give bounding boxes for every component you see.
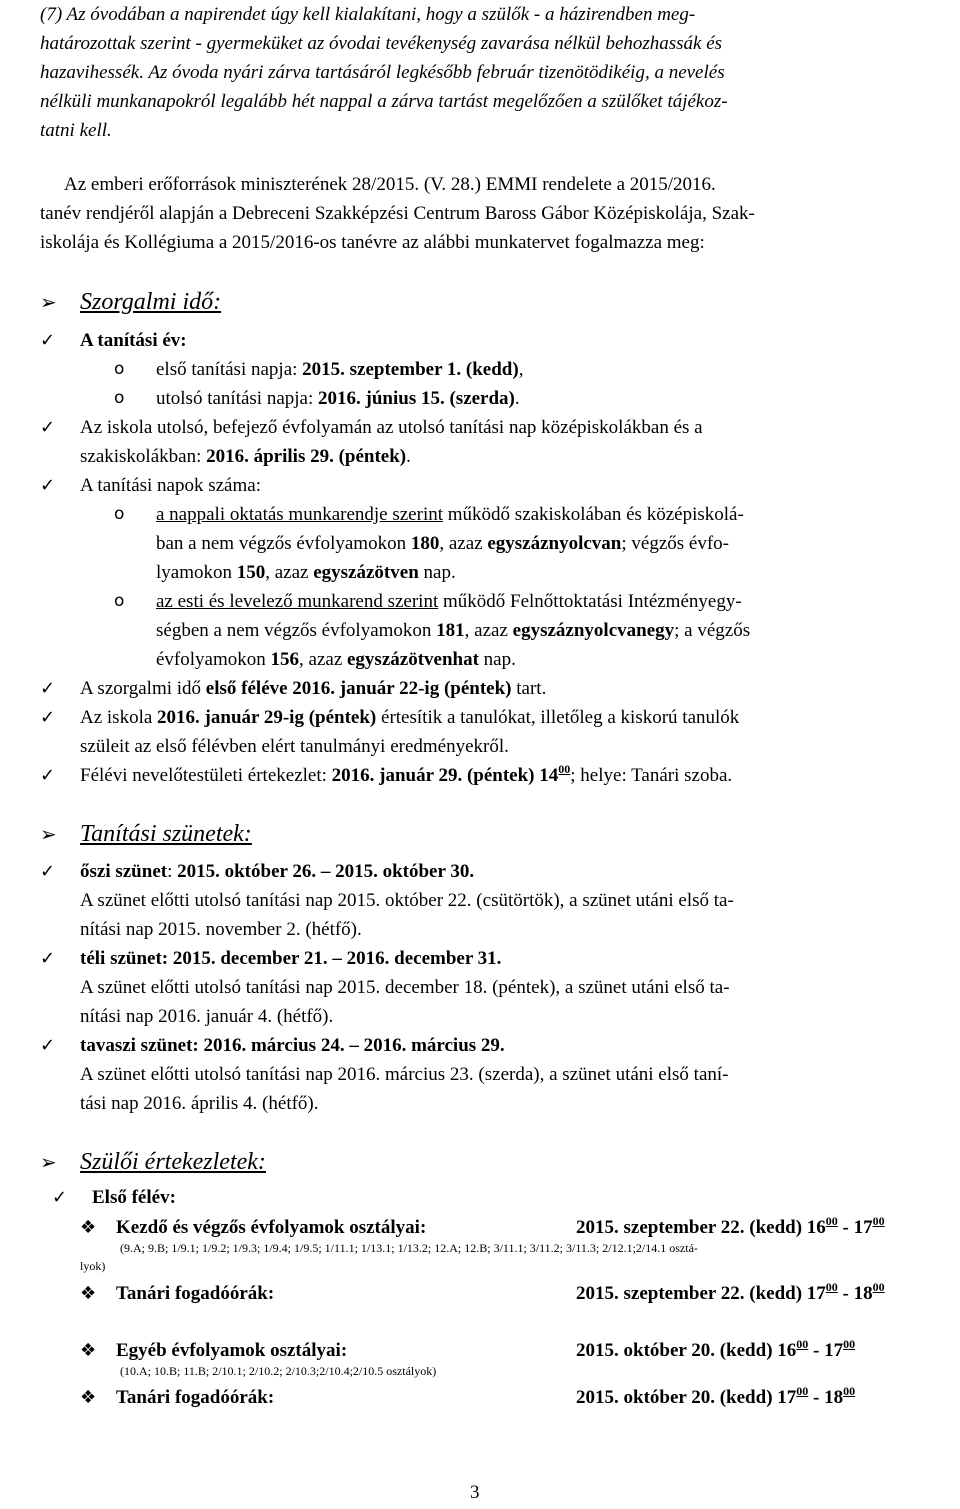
intro-line: tatni kell. — [40, 120, 112, 141]
sub-item — [114, 384, 954, 413]
arrow-bullet-icon: ➢ — [40, 1150, 57, 1174]
arrow-bullet-icon: ➢ — [40, 290, 57, 314]
text-line: nítási nap 2015. november 2. (hétfő). — [80, 919, 362, 940]
text: , azaz — [464, 620, 513, 641]
decree-line: Az emberi erőforrások miniszterének 28/2015. (V. 28.) EMMI rendelete a 2015/2016. — [64, 174, 716, 195]
text: ségben a nem végzős évfolyamokon — [156, 620, 437, 641]
time-superscript: 00 — [843, 1384, 856, 1398]
check-item — [52, 1183, 954, 1212]
section-heading-szorgalmi — [40, 288, 221, 317]
date-value: 2016. április 29. (péntek) — [206, 446, 407, 467]
text: A szorgalmi idő — [80, 678, 206, 699]
meeting-date — [576, 1383, 954, 1412]
date-range: 2015. október 26. – 2015. október 30. — [177, 861, 475, 882]
text: ; végzős évfo- — [621, 533, 730, 554]
section-title: Szorgalmi idő: — [80, 289, 222, 315]
text: ban a nem végzős évfolyamokon — [156, 533, 411, 554]
sub-item — [114, 500, 954, 587]
text-line: A szünet előtti utolsó tanítási nap 2015. október 22. (csütörtök), a szünet utáni első ta- — [80, 890, 734, 911]
class-list: (10.A; 10.B; 11.B; 2/10.1; 2/10.2; 2/10.3;2/10.4;2/10.5 osztályok) — [120, 1364, 437, 1378]
punct: : — [167, 861, 178, 882]
meeting-date — [576, 1279, 954, 1308]
item-title: A tanítási év: — [80, 330, 187, 351]
diamond-bullet-icon: ❖ — [80, 1340, 97, 1361]
check-icon: ✓ — [40, 707, 56, 728]
number: 150 — [236, 562, 266, 583]
text: tart. — [511, 678, 547, 699]
section-title: Szülői értekezletek: — [80, 1149, 266, 1175]
check-item — [40, 326, 954, 355]
arrow-bullet-icon: ➢ — [40, 822, 57, 846]
text: nap. — [418, 562, 456, 583]
punct: , — [518, 359, 524, 380]
date-value: 2016. június 15. (szerda) — [318, 388, 515, 409]
text: Félévi nevelőtestületi értekezlet: — [80, 765, 332, 786]
number-words: egyszázötvenhat — [347, 649, 479, 670]
section-heading-szunetek — [40, 820, 252, 849]
text: nap. — [478, 649, 516, 670]
section-heading-szuloi — [40, 1148, 266, 1177]
number: 156 — [270, 649, 300, 670]
text: , azaz — [299, 649, 347, 670]
punct: . — [514, 388, 520, 409]
punct: . — [406, 446, 411, 467]
number: 180 — [410, 533, 440, 554]
check-icon: ✓ — [52, 1187, 68, 1208]
break-heading: téli szünet: 2015. december 21. – 2016. december 31. — [80, 948, 502, 969]
time-superscript: 00 — [843, 1337, 856, 1351]
check-icon: ✓ — [40, 948, 56, 969]
check-item — [40, 413, 954, 471]
intro-line: határozottak szerint - gyermeküket az óvodai tevékenység zavarása nélkül behozhassák és — [40, 33, 723, 54]
text: , azaz — [265, 562, 314, 583]
diamond-bullet-icon: ❖ — [80, 1283, 97, 1304]
break-heading: tavaszi szünet: 2016. március 24. – 2016. március 29. — [80, 1035, 505, 1056]
number-words: egyszáznyolcvan — [487, 533, 622, 554]
sub-item — [114, 587, 954, 674]
diamond-bullet-icon: ❖ — [80, 1217, 97, 1238]
meeting-row — [80, 1213, 954, 1242]
check-icon: ✓ — [40, 765, 56, 786]
text-line: tási nap 2016. április 4. (hétfő). — [80, 1093, 319, 1114]
class-list: lyok) — [80, 1259, 106, 1273]
meeting-label: Tanári fogadóórák: — [116, 1283, 275, 1304]
check-icon: ✓ — [40, 678, 56, 699]
section-title: Tanítási szünetek: — [80, 821, 252, 847]
text: értesítik a tanulókat, illetőleg a kiskorú tanulók — [376, 707, 740, 728]
date-text: 2015. szeptember 22. (kedd) 17 — [576, 1283, 826, 1304]
check-item — [40, 857, 954, 944]
check-item — [40, 674, 954, 703]
check-icon: ✓ — [40, 330, 56, 351]
text: szakiskolákban: — [80, 446, 207, 467]
text: évfolyamokon — [156, 649, 271, 670]
underlined-text: a nappali oktatás munkarendje szerint — [156, 504, 444, 525]
sub-item — [114, 355, 954, 384]
page-number: 3 — [470, 1482, 480, 1503]
intro-line: hazavihessék. Az óvoda nyári zárva tartásáról legkésőbb február tizenötödikéig, a nevelés — [40, 62, 725, 83]
text: , azaz — [439, 533, 488, 554]
text: működő Felnőttoktatási Intézményegy- — [438, 591, 742, 612]
time-superscript: 00 — [872, 1214, 885, 1228]
meeting-date — [576, 1213, 954, 1242]
date-text: - 17 — [808, 1340, 844, 1361]
class-list: (9.A; 9.B; 1/9.1; 1/9.2; 1/9.3; 1/9.4; 1/9.5; 1/11.1; 1/13.1; 1/13.2; 12.A; 12.B; 3/11.1; 3/11.2; 3/11.3; 2/12.1;2/14.1 osztá- — [120, 1241, 698, 1255]
date-value: 2016. január 29-ig (péntek) — [157, 707, 377, 728]
circle-bullet-icon: o — [114, 504, 125, 524]
intro-line: (7) Az óvodában a napirendet úgy kell kialakítani, hogy a szülők - a házirendben meg- — [40, 4, 696, 25]
meeting-label: Tanári fogadóórák: — [116, 1387, 275, 1408]
date-value: első féléve 2016. január 22-ig (péntek) — [205, 678, 512, 699]
decree-line: tanév rendjéről alapján a Debreceni Szakképzési Centrum Baross Gábor Középiskolája, Szak- — [40, 203, 755, 224]
check-item — [40, 944, 954, 1031]
check-icon: ✓ — [40, 861, 56, 882]
diamond-bullet-icon: ❖ — [80, 1387, 97, 1408]
meeting-row — [80, 1279, 954, 1308]
text: ; a végzős — [674, 620, 751, 641]
check-icon: ✓ — [40, 417, 56, 438]
date-text: 2015. október 20. (kedd) 16 — [576, 1340, 797, 1361]
text-line: szüleit az első félévben elért tanulmányi eredményekről. — [80, 736, 509, 757]
date-text: 2015. szeptember 22. (kedd) 16 — [576, 1217, 826, 1238]
circle-bullet-icon: o — [114, 359, 125, 379]
date-value: 2016. január 29. (péntek) 14 — [331, 765, 559, 786]
time-superscript: 00 — [825, 1280, 838, 1294]
date-text: 2015. október 20. (kedd) 17 — [576, 1387, 797, 1408]
date-text: - 18 — [837, 1283, 873, 1304]
intro-line: nélküli munkanapokról legalább hét nappal a zárva tartást megelőzően a szülőket tájékoz- — [40, 91, 728, 112]
meeting-row — [80, 1383, 954, 1412]
text: ; helye: Tanári szoba. — [570, 765, 733, 786]
time-superscript: 00 — [872, 1280, 885, 1294]
text-line: A szünet előtti utolsó tanítási nap 2016. március 23. (szerda), a szünet utáni első taní- — [80, 1064, 729, 1085]
time-superscript: 00 — [825, 1214, 838, 1228]
time-superscript: 00 — [558, 762, 571, 776]
time-superscript: 00 — [796, 1337, 809, 1351]
decree-line: iskolája és Kollégiuma a 2015/2016-os tanévre az alábbi munkatervet fogalmazza meg: — [40, 232, 705, 253]
number-words: egyszázötven — [313, 562, 419, 583]
circle-bullet-icon: o — [114, 388, 125, 408]
date-value: 2015. szeptember 1. (kedd) — [302, 359, 519, 380]
item-title: A tanítási napok száma: — [80, 475, 261, 496]
date-text: - 18 — [808, 1387, 844, 1408]
meeting-label: Kezdő és végzős évfolyamok osztályai: — [116, 1217, 427, 1238]
label: utolsó tanítási napja: — [156, 388, 319, 409]
check-item — [40, 761, 954, 790]
text: működő szakiskolában és középiskolá- — [443, 504, 744, 525]
label: első tanítási napja: — [156, 359, 303, 380]
circle-bullet-icon: o — [114, 591, 125, 611]
text: Az iskola — [80, 707, 158, 728]
meeting-label: Egyéb évfolyamok osztályai: — [116, 1340, 348, 1361]
underlined-text: az esti és levelező munkarend szerint — [156, 591, 439, 612]
meeting-date — [576, 1336, 954, 1365]
text-line: A szünet előtti utolsó tanítási nap 2015. december 18. (péntek), a szünet utáni első ta- — [80, 977, 730, 998]
item-title: Első félév: — [92, 1187, 176, 1208]
check-item — [40, 471, 954, 500]
break-name: őszi szünet — [80, 861, 168, 882]
date-text: - 17 — [837, 1217, 873, 1238]
number: 181 — [436, 620, 465, 641]
text: lyamokon — [156, 562, 237, 583]
check-item — [40, 703, 954, 761]
time-superscript: 00 — [796, 1384, 809, 1398]
check-item — [40, 1031, 954, 1118]
text-line: nítási nap 2016. január 4. (hétfő). — [80, 1006, 334, 1027]
check-icon: ✓ — [40, 1035, 56, 1056]
number-words: egyszáznyolcvanegy — [512, 620, 675, 641]
check-icon: ✓ — [40, 475, 56, 496]
meeting-row — [80, 1336, 954, 1365]
text-line: Az iskola utolsó, befejező évfolyamán az utolsó tanítási nap középiskolákban és a — [80, 417, 703, 438]
